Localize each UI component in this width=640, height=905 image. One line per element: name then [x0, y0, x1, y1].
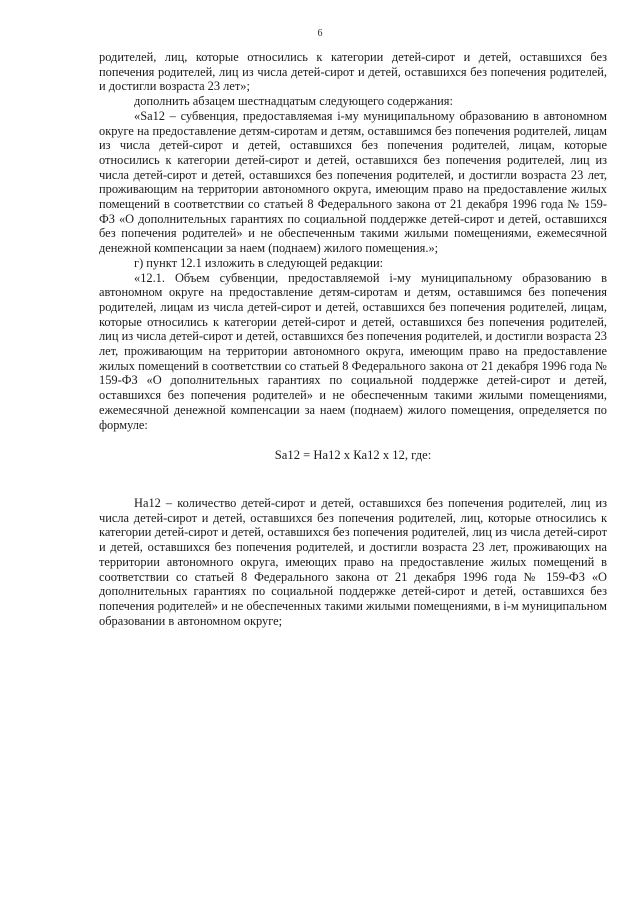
paragraph-sa12-definition: «Sa12 – субвенция, предоставляемая i-му муниципальному образованию в автономном округе на предоставление детям-сиротам и детям, оставшимся без попечения родителей, лицам из числа детей-сирот и детей, оставшихся без попечения родителей, лицам, которые относились к категории детей-сирот и детей, оставшихся без попечения родителей, лиц из числа детей-сирот и детей, оставшихся без попечения родителей, и достигли возраста 23 лет, проживающим на территории автономного округа, имеющим право на предоставление жилых помещений в соответствии со статьей 8 Федерального закона от 21 декабря 1996 года № 159-ФЗ «О дополнительных гарантиях по социальной поддержке детей-сирот и детей, оставшихся без попечения родителей» и не обеспеченным такими жилыми помещениями, ежемесячной денежной компенсации за наем (поднаем) жилого помещения.»;	[99, 108, 607, 256]
paragraph-clause-12-1: «12.1. Объем субвенции, предоставляемой i-му муниципальному образованию в автономном округе на предоставление детям-сиротам и детям, оставшимся без попечения родителей, лицам из числа детей-сирот и детей, оставшихся без попечения родителей, лицам, которые относились к категории детей-сирот и детей, оставшихся без попечения родителей, лиц из числа детей-сирот и детей, оставшихся без попечения родителей, и достигли возраста 23 лет, проживающим на территории автономного округа, имеющим право на предоставление жилых помещений в соответствии со статьей 8 Федерального закона от 21 декабря 1996 года № 159-ФЗ «О дополнительных гарантиях по социальной поддержке детей-сирот и детей, оставшихся без попечения родителей» и не обеспеченным такими жилыми помещениями, ежемесячной денежной компенсации за наем (поднаем) жилого помещения, определяется по формуле:	[99, 270, 607, 432]
paragraph-continuation: родителей, лиц, которые относились к категории детей-сирот и детей, оставшихся без попечения родителей, лиц из числа детей-сирот и детей, оставшихся без попечения родителей, и достигли возраста 23 лет»;	[99, 50, 607, 94]
paragraph-clause-g: г) пункт 12.1 изложить в следующей редакции:	[134, 255, 384, 270]
formula: Sa12 = На12 х Ка12 х 12, где:	[274, 448, 432, 463]
document-body	[99, 50, 607, 628]
paragraph-na12-definition: На12 – количество детей-сирот и детей, оставшихся без попечения родителей, лиц из числа детей-сирот и детей, оставшихся без попечения родителей, лиц, которые относились к категории детей-сирот и детей, оставшихся без попечения родителей, лиц из числа детей-сирот и детей, оставшихся без попечения родителей, и достигли возраста 23 лет, проживающих на территории автономного округа, имеющих право на предоставление жилых помещений в соответствии со статьей 8 Федерального закона от 21 декабря 1996 года № 159-ФЗ «О дополнительных гарантиях по социальной поддержке детей-сирот и детей, оставшихся без попечения родителей» и не обеспеченных такими жилыми помещениями, в i-м муниципальном образовании в автономном округе;	[99, 495, 607, 628]
paragraph-amendment-instruction: дополнить абзацем шестнадцатым следующего содержания:	[134, 94, 453, 109]
page-number: 6	[317, 28, 323, 39]
